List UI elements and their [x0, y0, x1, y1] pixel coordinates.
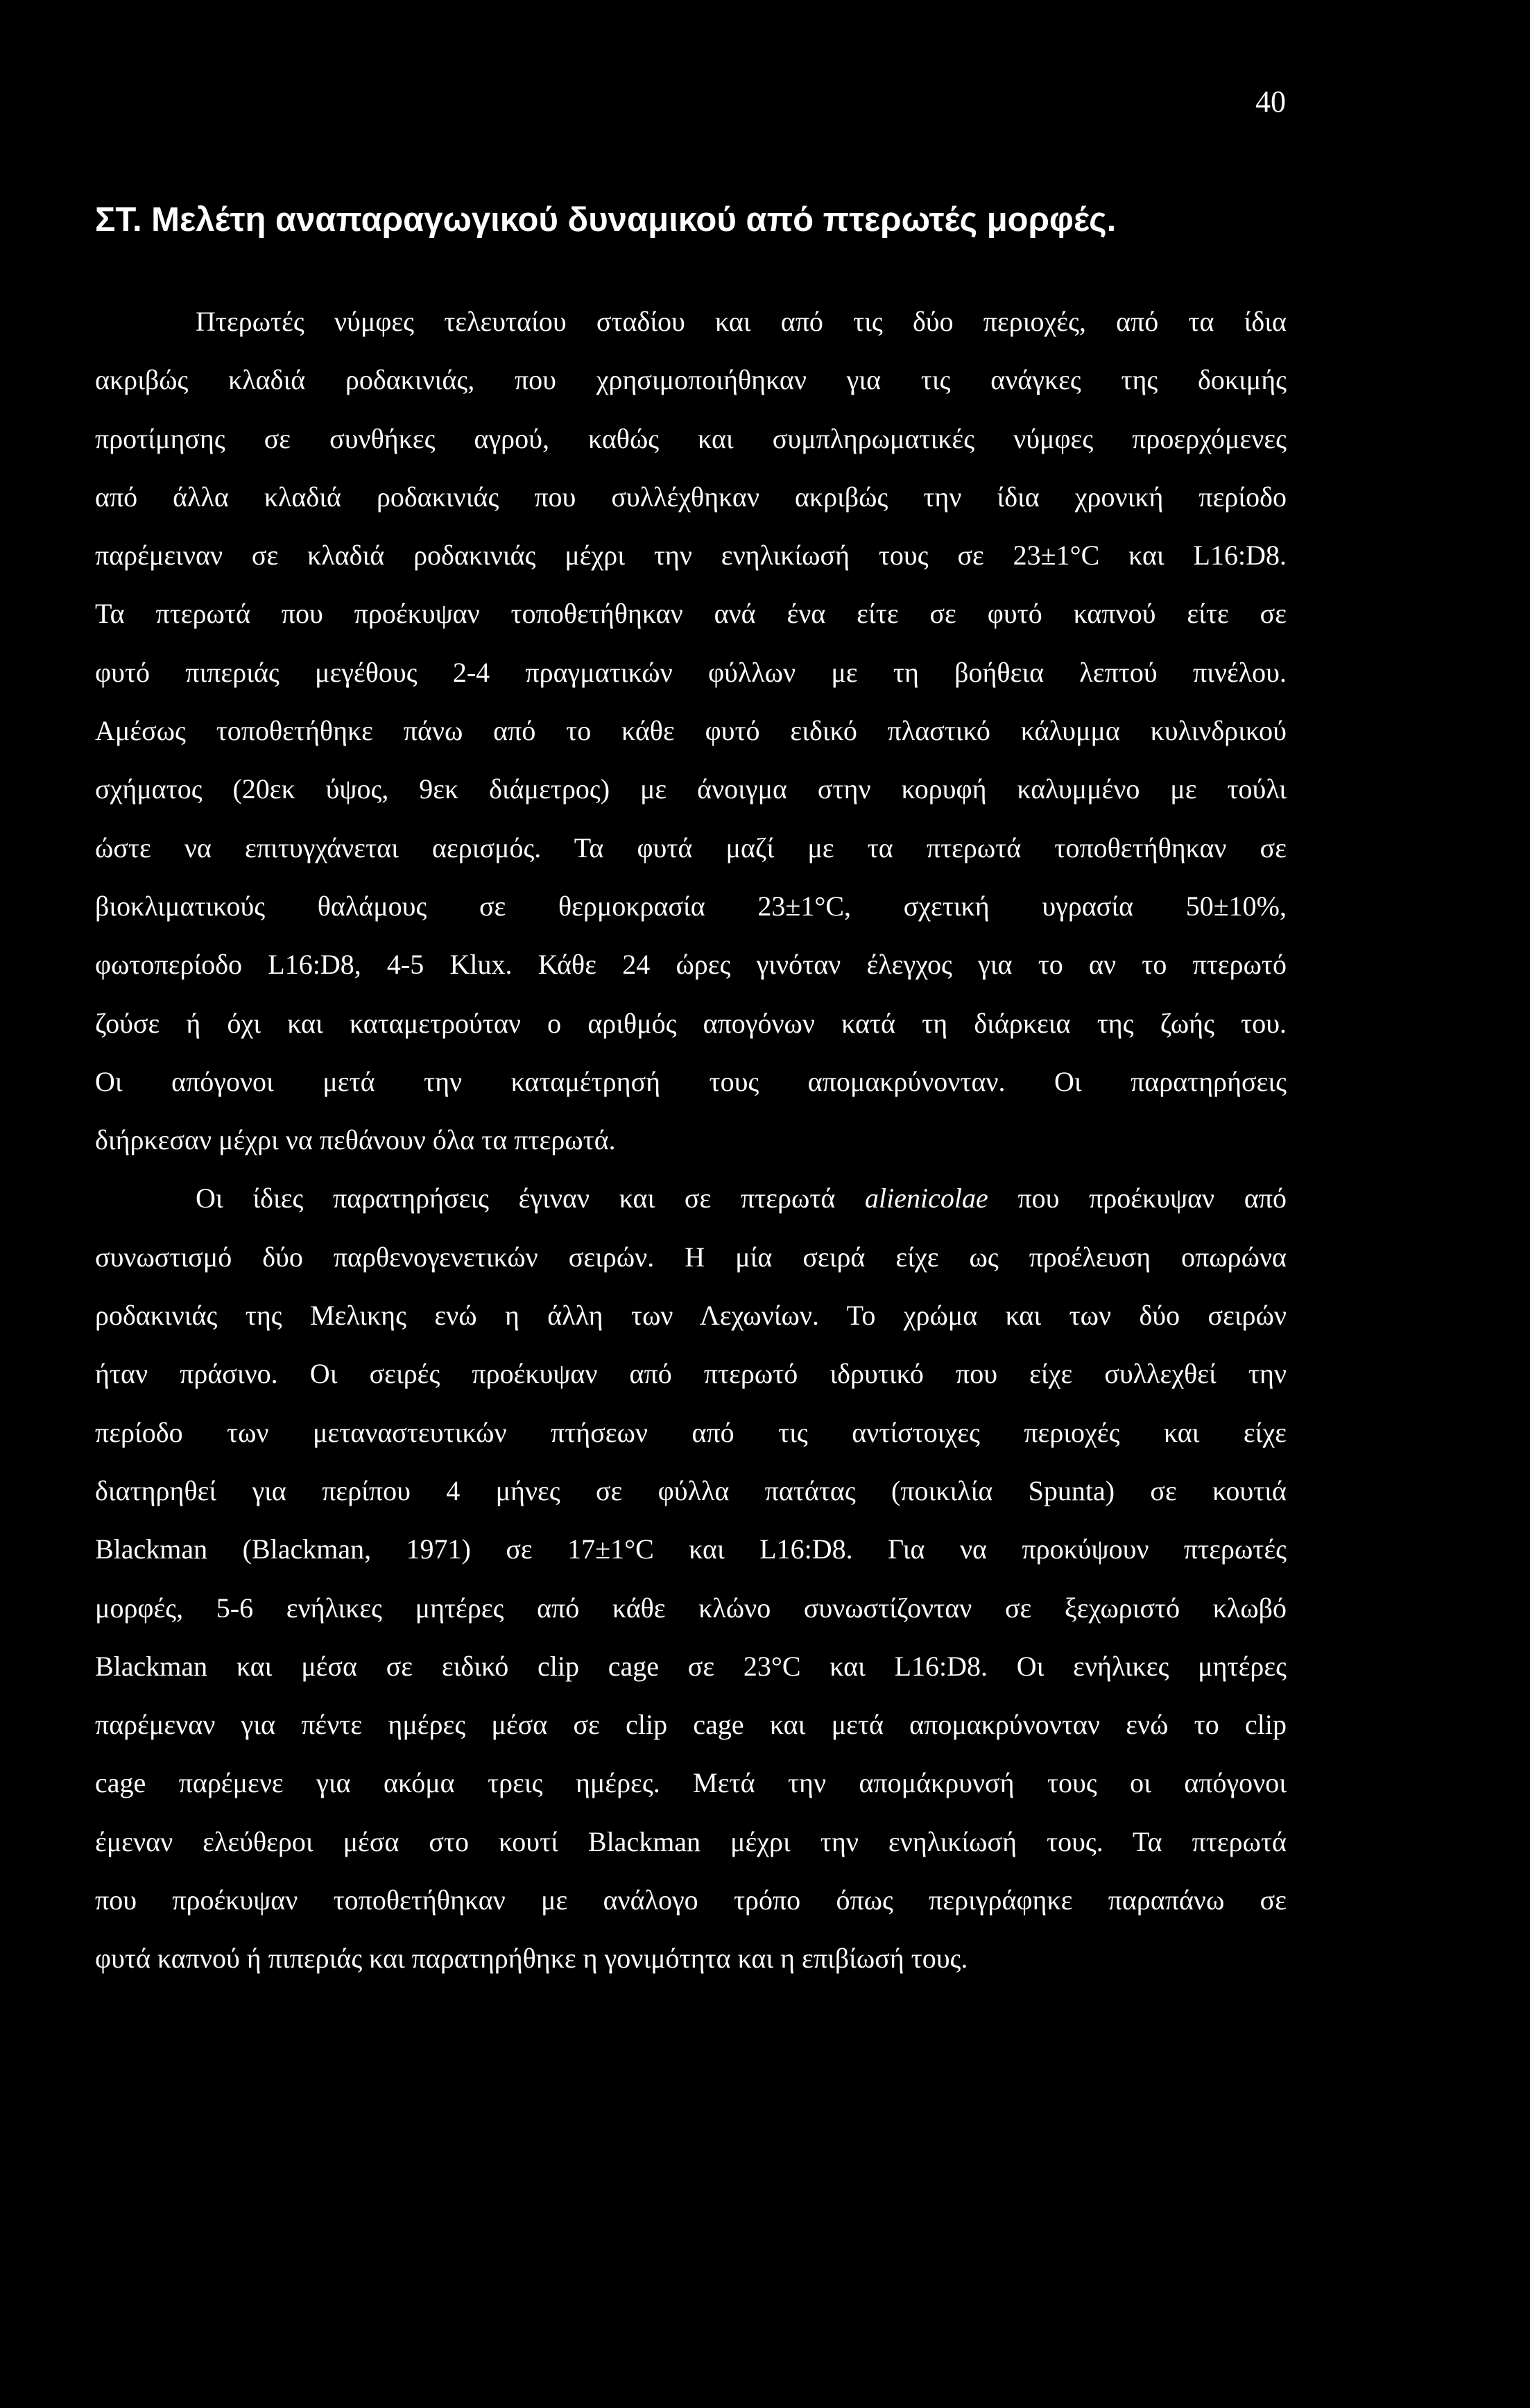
section-heading: ΣΤ. Μελέτη αναπαραγωγικού δυναμικού από πτερωτές μορφές.	[95, 201, 1117, 239]
text-line: παρέμειναν σε κλαδιά ροδακινιάς μέχρι την ενηλικίωσή τους σε 23±1°C και L16:D8.	[95, 540, 1287, 571]
text-line: έμεναν ελεύθεροι μέσα στο κουτί Blackman μέχρι την ενηλικίωσή τους. Τα πτερωτά	[95, 1825, 1287, 1857]
body-text	[95, 293, 1287, 1988]
text-line: Blackman (Blackman, 1971) σε 17±1°C και L16:D8. Για να προκύψουν πτερωτές	[95, 1533, 1287, 1565]
text-line: φυτό πιπεριάς μεγέθους 2-4 πραγματικών φύλλων με τη βοήθεια λεπτού πινέλου.	[95, 656, 1287, 688]
paragraph-1	[95, 293, 1287, 1169]
text-line: συνωστισμό δύο παρθενογενετικών σειρών. Η μία σειρά είχε ως προέλευση οπωρώνα	[95, 1241, 1287, 1273]
text-line: Πτερωτές νύμφες τελευταίου σταδίου και από τις δύο περιοχές, από τα ίδια	[196, 306, 1287, 337]
text-line: παρέμεναν για πέντε ημέρες μέσα σε clip cage και μετά απομακρύνονταν ενώ το clip	[95, 1709, 1287, 1741]
text-line	[95, 1169, 1287, 1228]
text-line: διήρκεσαν μέχρι να πεθάνουν όλα τα πτερωτά.	[95, 1124, 616, 1156]
text-line: περίοδο των μεταναστευτικών πτήσεων από τις αντίστοιχες περιοχές και είχε	[95, 1416, 1287, 1448]
species-name: alienicolae	[865, 1182, 988, 1214]
text-line: φυτά καπνού ή πιπεριάς και παρατηρήθηκε η γονιμότητα και η επιβίωσή τους.	[95, 1943, 968, 1975]
text-line: Blackman και μέσα σε ειδικό clip cage σε 23°C και L16:D8. Οι ενήλικες μητέρες	[95, 1650, 1287, 1682]
paragraph-2	[95, 1169, 1287, 1988]
text-run: Οι ίδιες παρατηρήσεις έγιναν και σε πτερωτά	[196, 1182, 866, 1214]
text-line: ροδακινιάς της Μελικης ενώ η άλλη των Λεχωνίων. Το χρώμα και των δύο σειρών	[95, 1300, 1287, 1332]
text-line: Αμέσως τοποθετήθηκε πάνω από το κάθε φυτό ειδικό πλαστικό κάλυμμα κυλινδρικού	[95, 715, 1287, 747]
text-line: ώστε να επιτυγχάνεται αερισμός. Τα φυτά μαζί με τα πτερωτά τοποθετήθηκαν σε	[95, 832, 1287, 863]
text-line: ήταν πράσινο. Οι σειρές προέκυψαν από πτερωτό ιδρυτικό που είχε συλλεχθεί την	[95, 1358, 1287, 1390]
text-line: από άλλα κλαδιά ροδακινιάς που συλλέχθηκαν ακριβώς την ίδια χρονική περίοδο	[95, 481, 1287, 513]
text-line: φωτοπερίοδο L16:D8, 4-5 Klux. Κάθε 24 ώρες γινόταν έλεγχος για το αν το πτερωτό	[95, 949, 1287, 981]
text-line: Τα πτερωτά που προέκυψαν τοποθετήθηκαν ανά ένα είτε σε φυτό καπνού είτε σε	[95, 598, 1287, 630]
text-line: που προέκυψαν τοποθετήθηκαν με ανάλογο τρόπο όπως περιγράφηκε παραπάνω σε	[95, 1884, 1287, 1916]
text-line: ζούσε ή όχι και καταμετρούταν ο αριθμός απογόνων κατά τη διάρκεια της ζωής του.	[95, 1007, 1287, 1039]
text-line: ακριβώς κλαδιά ροδακινιάς, που χρησιμοποιήθηκαν για τις ανάγκες της δοκιμής	[95, 364, 1287, 396]
text-line: Οι απόγονοι μετά την καταμέτρησή τους απομακρύνονταν. Οι παρατηρήσεις	[95, 1065, 1287, 1097]
text-line: cage παρέμενε για ακόμα τρεις ημέρες. Μετά την απομάκρυνσή τους οι απόγονοι	[95, 1767, 1287, 1799]
text-run: που προέκυψαν από	[988, 1182, 1287, 1214]
text-line: μορφές, 5-6 ενήλικες μητέρες από κάθε κλώνο συνωστίζονταν σε ξεχωριστό κλωβό	[95, 1592, 1287, 1624]
text-line: προτίμησης σε συνθήκες αγρού, καθώς και συμπληρωματικές νύμφες προερχόμενες	[95, 422, 1287, 454]
text-line: σχήματος (20εκ ύψος, 9εκ διάμετρος) με άνοιγμα στην κορυφή καλυμμένο με τούλι	[95, 773, 1287, 805]
page-number: 40	[1255, 85, 1286, 119]
text-line: διατηρηθεί για περίπου 4 μήνες σε φύλλα πατάτας (ποικιλία Spunta) σε κουτιά	[95, 1474, 1287, 1506]
text-line: βιοκλιματικούς θαλάμους σε θερμοκρασία 23±1°C, σχετική υγρασία 50±10%,	[95, 890, 1287, 922]
